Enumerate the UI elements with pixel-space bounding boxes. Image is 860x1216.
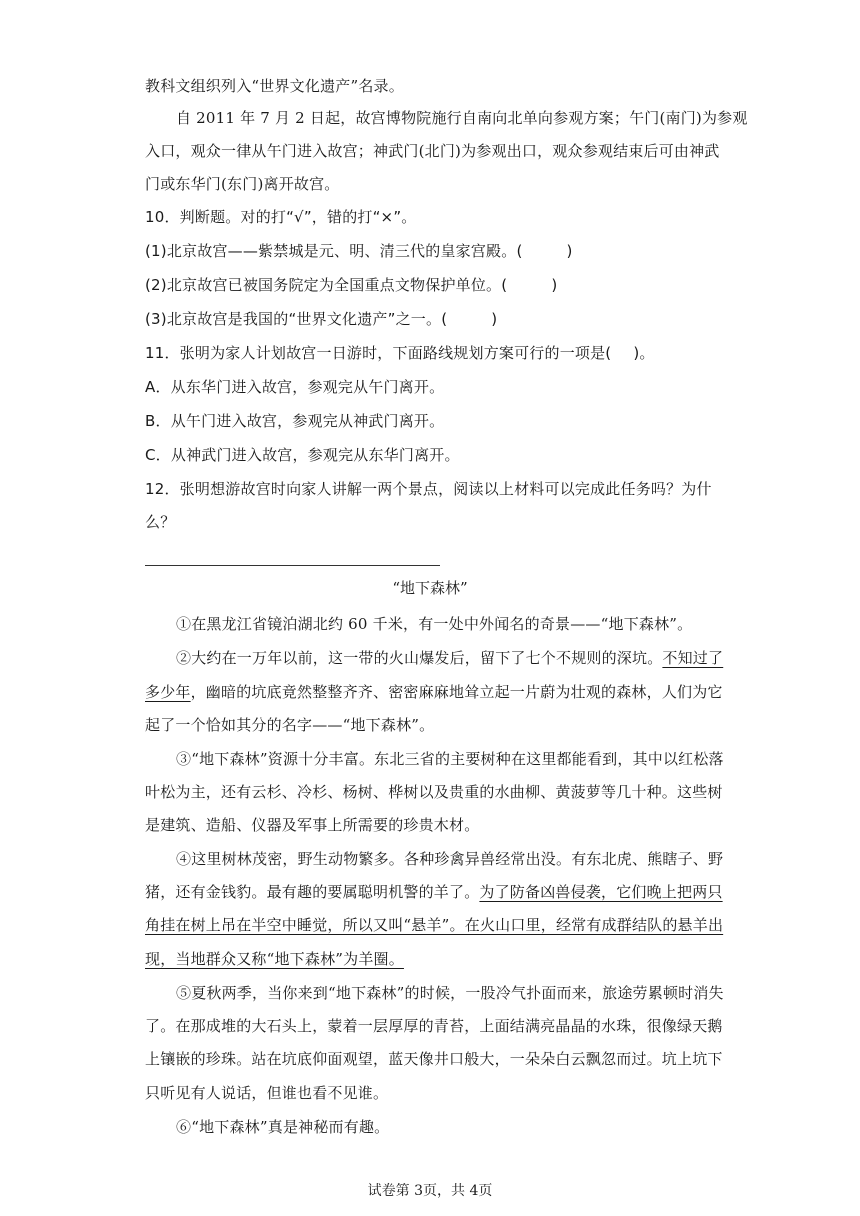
paragraph-5: ⑤夏秋两季，当你来到“地下森林”的时候，一股冷气扑面而来，旅途劳累顿时消失 [176,984,724,1002]
passage1-line: 门或东华门(东门)离开故宫。 [145,175,340,193]
question-11-stem [145,343,655,363]
passage1-line: 入口，观众一律从午门进入故宫；神武门(北门)为参观出口，观众参观结束后可由神武 [145,142,720,160]
question-12-stem: 12．张明想游故宫时向家人讲解一两个景点，阅读以上材料可以完成此任务吗？为什 [145,480,712,498]
answer-line[interactable] [145,565,440,566]
option-b: B．从午门进入故宫，参观完从神武门离开。 [145,412,445,430]
underlined-text: 不知过了 [662,649,724,667]
underlined-text: 多少年 [145,683,191,701]
paragraph-6: ⑥“地下森林”真是神秘而有趣。 [176,1118,390,1136]
paragraph-5: 只听见有人说话，但谁也看不见谁。 [145,1084,389,1102]
text-run: ②大约在一万年以前，这一带的火山爆发后，留下了七个不规则的深坑。 [176,649,663,667]
passage-title: “地下森林” [392,579,468,597]
paragraph-4 [145,882,723,902]
text-run: ，幽暗的坑底竟然整整齐齐、密密麻麻地耸立起一片蔚为壮观的森林，人们为它 [190,683,723,701]
question-12-stem: 么？ [145,513,176,531]
item-close: ) [491,310,498,328]
question-10-item [145,241,573,261]
item-close: ) [566,242,573,260]
paragraph-3: ③“地下森林”资源十分丰富。东北三省的主要树种在这里都能看到，其中以红松落 [176,750,724,768]
question-10-stem: 10．判断题。对的打“√”，错的打“×”。 [145,208,417,226]
option-a: A．从东华门进入故宫，参观完从午门离开。 [145,378,445,396]
paragraph-3: 是建筑、造船、仪器及军事上所需要的珍贵木材。 [145,816,480,834]
paragraph-5: 了。在那成堆的大石头上，蒙着一层厚厚的青苔，上面结满亮晶晶的水珠，很像绿天鹅 [145,1017,723,1035]
stem-text: 11．张明为家人计划故宫一日游时，下面路线规划方案可行的一项是( [145,344,612,362]
item-close: ) [551,276,558,294]
paragraph-1: ①在黑龙江省镜泊湖北约 60 千米，有一处中外闻名的奇景——“地下森林”。 [176,615,693,633]
underlined-text: 现，当地群众又称“地下森林”为羊圈。 [145,950,404,968]
paragraph-3: 叶松为主，还有云杉、冷杉、杨树、桦树以及贵重的水曲柳、黄菠萝等几十种。这些树 [145,783,723,801]
underlined-text: 角挂在树上吊在半空中睡觉，所以又叫“悬羊”。在火山口里，经常有成群结队的悬羊出 [145,916,724,934]
text-run: 猪，还有金钱豹。最有趣的要属聪明机警的羊了。 [145,883,480,901]
underlined-text: 为了防备凶兽侵袭，它们晚上把两只 [479,883,723,901]
paragraph-2 [145,682,723,702]
paragraph-2: 起了一个恰如其分的名字——“地下森林”。 [145,716,435,734]
question-10-item [145,309,497,329]
page-footer: 试卷第 3页，共 4页 [367,1183,493,1199]
passage1-line: 自 2011 年 7 月 2 日起，故宫博物院施行自南向北单向参观方案；午门(南门)为参观 [176,109,748,127]
paragraph-5: 上镶嵌的珍珠。站在坑底仰面观望，蓝天像井口般大，一朵朵白云飘忽而过。坑上坑下 [145,1050,723,1068]
question-10-item [145,275,557,295]
item-text: (1)北京故宫——紫禁城是元、明、清三代的皇家宫殿。( [145,242,523,260]
passage1-line: 教科文组织列入“世界文化遗产”名录。 [145,77,404,95]
stem-close: )。 [633,344,655,362]
option-c: C．从神武门进入故宫，参观完从东华门离开。 [145,446,460,464]
item-text: (3)北京故宫是我国的“世界文化遗产”之一。( [145,310,448,328]
paragraph-4: ④这里树林茂密，野生动物繁多。各种珍禽异兽经常出没。有东北虎、熊瞎子、野 [176,850,724,868]
item-text: (2)北京故宫已被国务院定为全国重点文物保护单位。( [145,276,508,294]
paragraph-2 [176,648,723,668]
